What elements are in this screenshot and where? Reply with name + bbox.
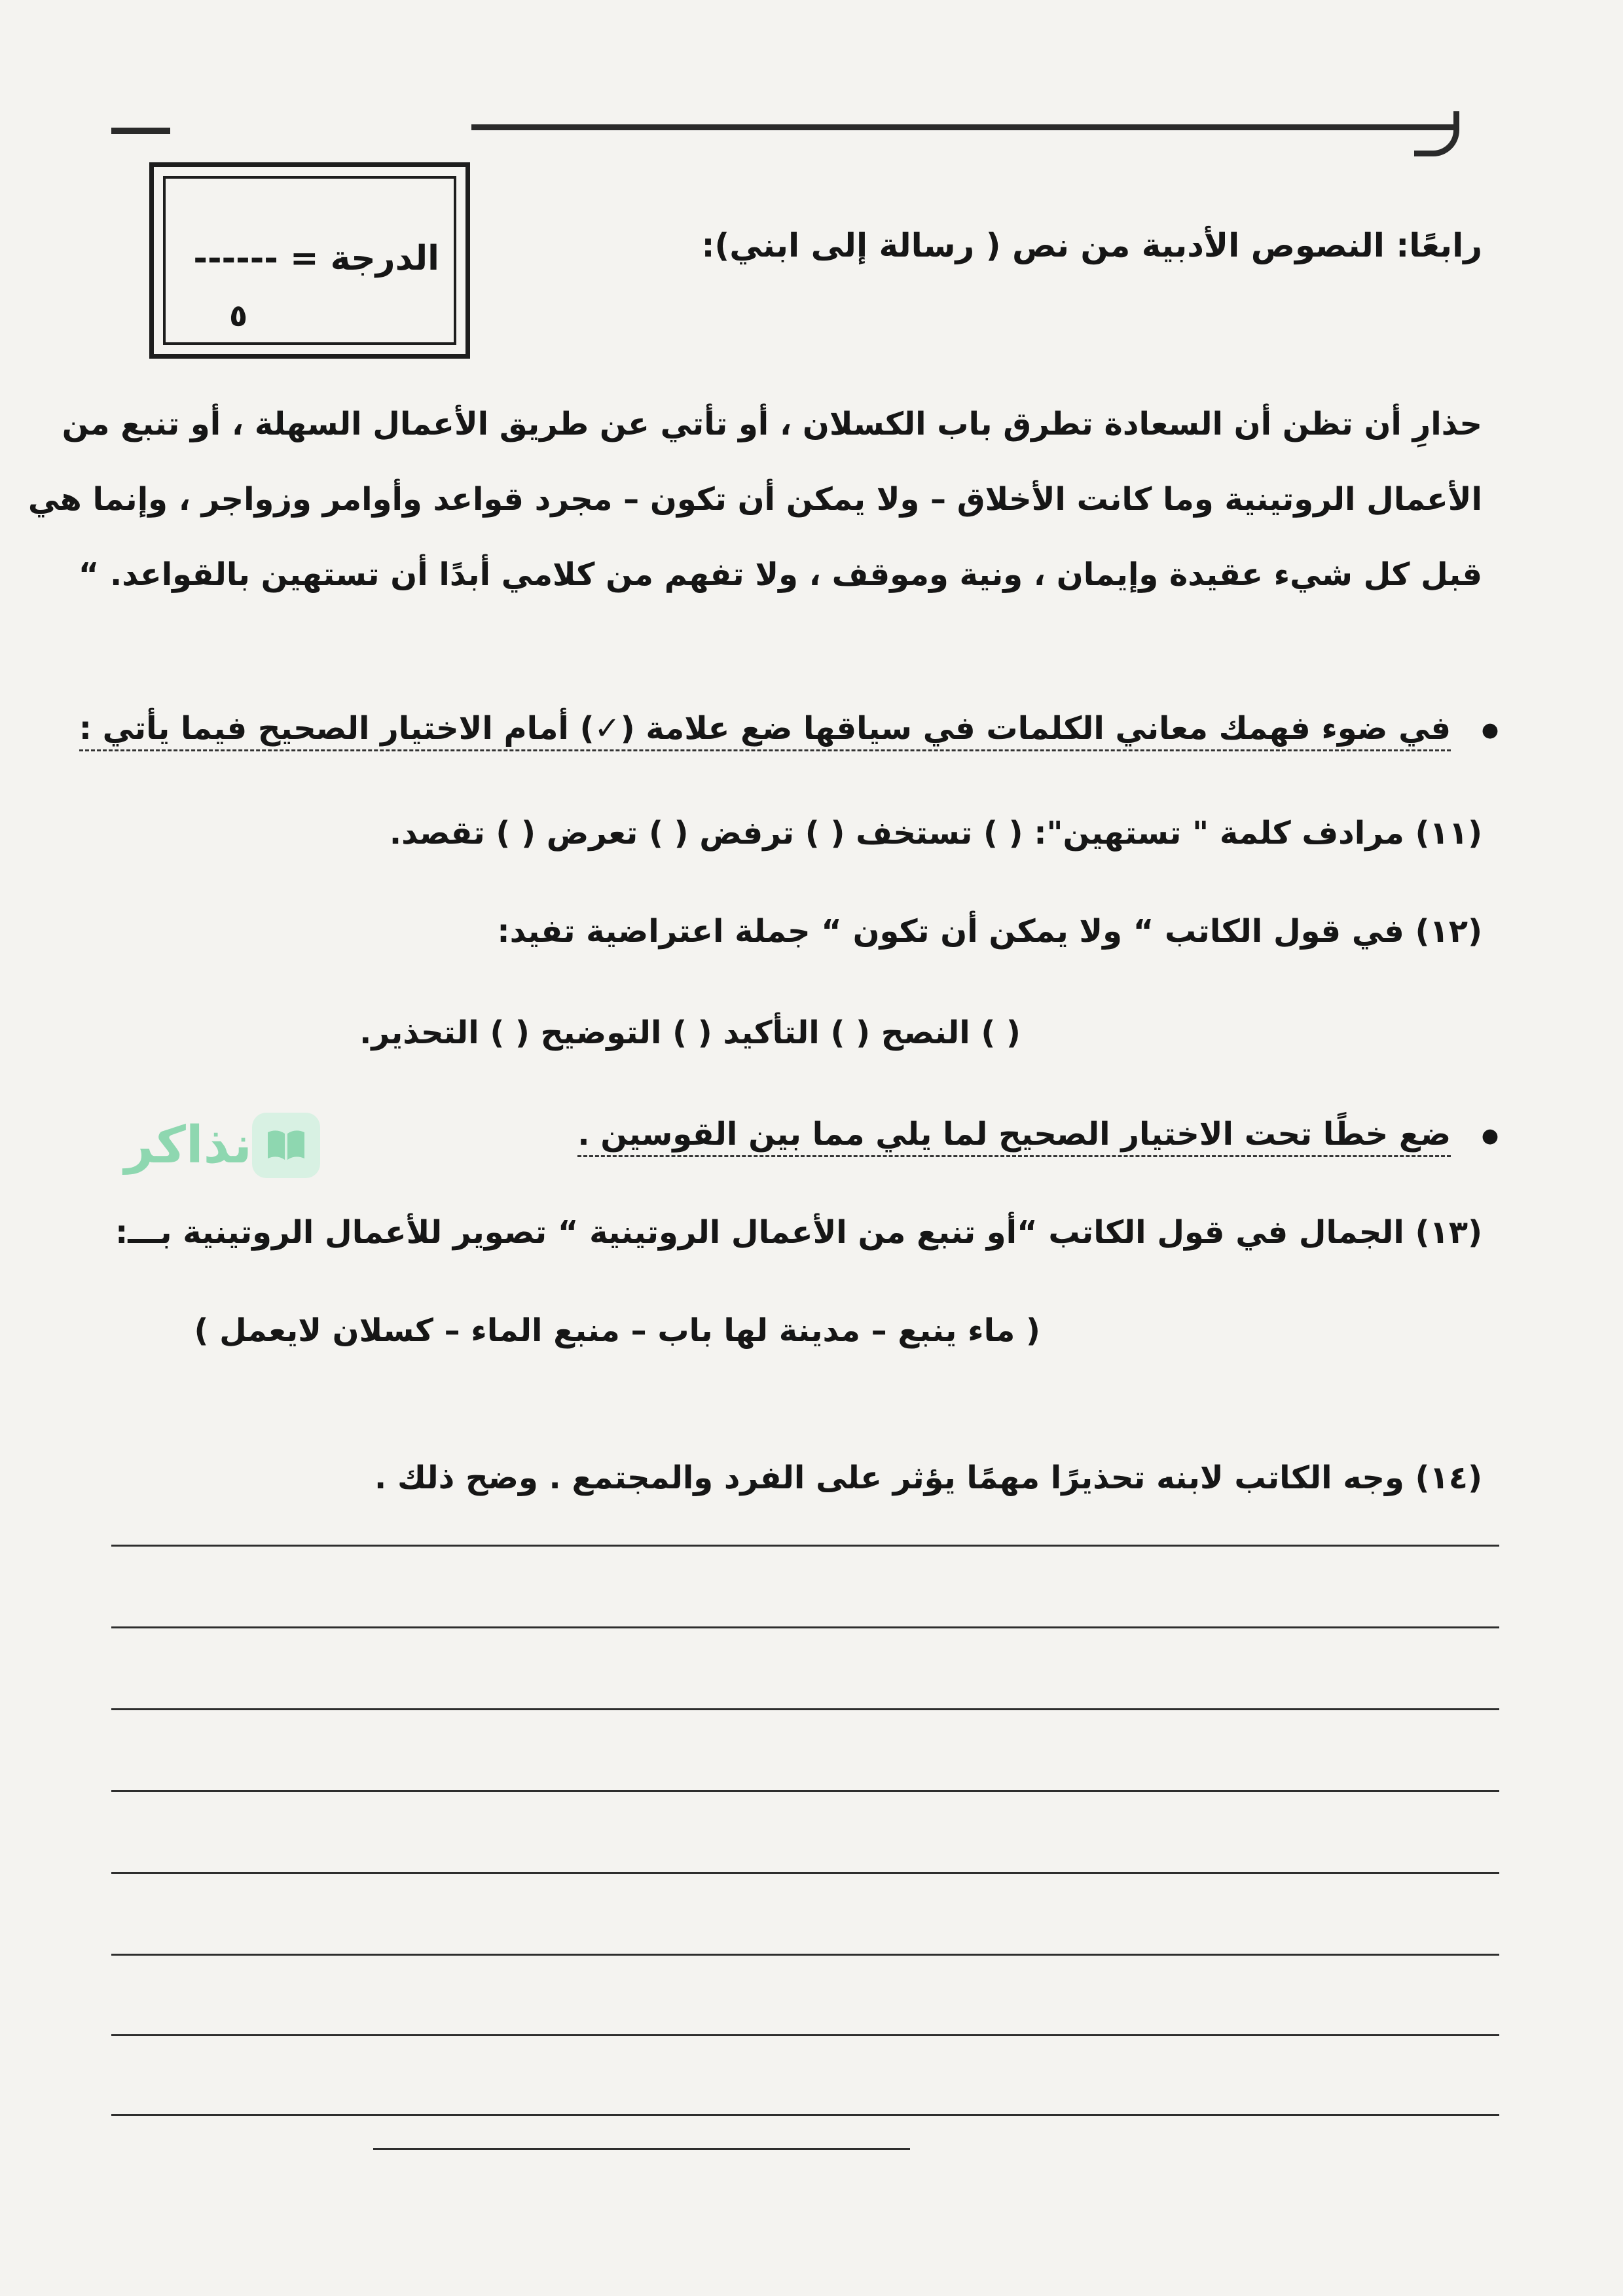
question-12-stem: (١٢) في قول الكاتب “ ولا يمكن أن تكون “ جملة اعتراضية تفيد: [497, 913, 1482, 950]
answer-line[interactable] [111, 2034, 1499, 2036]
page-border-top [471, 124, 1453, 130]
question-13-options: ( ماء ينبع – مدينة لها باب – منبع الماء – كسلان لايعمل ) [194, 1312, 1040, 1349]
watermark-text: نذاكر [124, 1116, 252, 1175]
answer-line[interactable] [111, 2114, 1499, 2116]
answer-line[interactable] [111, 1626, 1499, 1628]
grade-box [149, 162, 470, 359]
question-13-stem: (١٣) الجمال في قول الكاتب “أو تنبع من الأعمال الروتينية “ تصوير للأعمال الروتينية بـــ: [115, 1214, 1482, 1251]
page-border-left-fragment [111, 128, 170, 134]
page-border-corner [1414, 111, 1459, 156]
answer-line[interactable] [111, 1790, 1499, 1792]
question-14: (١٤) وجه الكاتب لابنه تحذيرًا مهمًا يؤثر على الفرد والمجتمع . وضح ذلك . [374, 1460, 1482, 1496]
answer-line[interactable] [111, 1954, 1499, 1956]
answer-line[interactable] [111, 1708, 1499, 1710]
instruction-underline [577, 1116, 1499, 1154]
question-11: (١١) مرادف كلمة " تستهين": ( ) تستخف ( ) ترفض ( ) تعرض ( ) تقصد. [389, 815, 1482, 852]
passage-line-1: حذارِ أن تظن أن السعادة تطرق باب الكسلان ، أو تأتي عن طريق الأعمال السهلة ، أو تنبع من [62, 406, 1482, 442]
watermark-logo [124, 1113, 336, 1178]
passage-line-2: الأعمال الروتينية وما كانت الأخلاق – ولا يمكن أن تكون – مجرد قواعد وأوامر وزواجر ، وإنما هي [27, 481, 1482, 518]
passage-line-3: قبل كل شيء عقيدة وإيمان ، ونية وموقف ، ولا تفهم من كلامي أبدًا أن تستهين بالقواعد. “ [78, 556, 1482, 593]
instruction-checkmark [79, 710, 1499, 748]
question-12-options: ( ) النصح ( ) التأكيد ( ) التوضيح ( ) التحذير. [359, 1014, 1021, 1051]
book-icon [252, 1113, 320, 1178]
answer-line-short[interactable] [373, 2148, 910, 2150]
answer-line[interactable] [111, 1872, 1499, 1874]
grade-total: ٥ [229, 298, 248, 333]
section-title: رابعًا: النصوص الأدبية من نص ( رسالة إلى ابني): [701, 226, 1482, 264]
answer-line[interactable] [111, 1545, 1499, 1547]
instruction-underline-text: ضع خطًا تحت الاختيار الصحيح لما يلي مما بين القوسين . [577, 1116, 1451, 1157]
grade-label: الدرجة = ------ [193, 239, 439, 278]
instruction-checkmark-text: في ضوء فهمك معاني الكلمات في سياقها ضع علامة (✓) أمام الاختيار الصحيح فيما يأتي : [79, 710, 1451, 751]
